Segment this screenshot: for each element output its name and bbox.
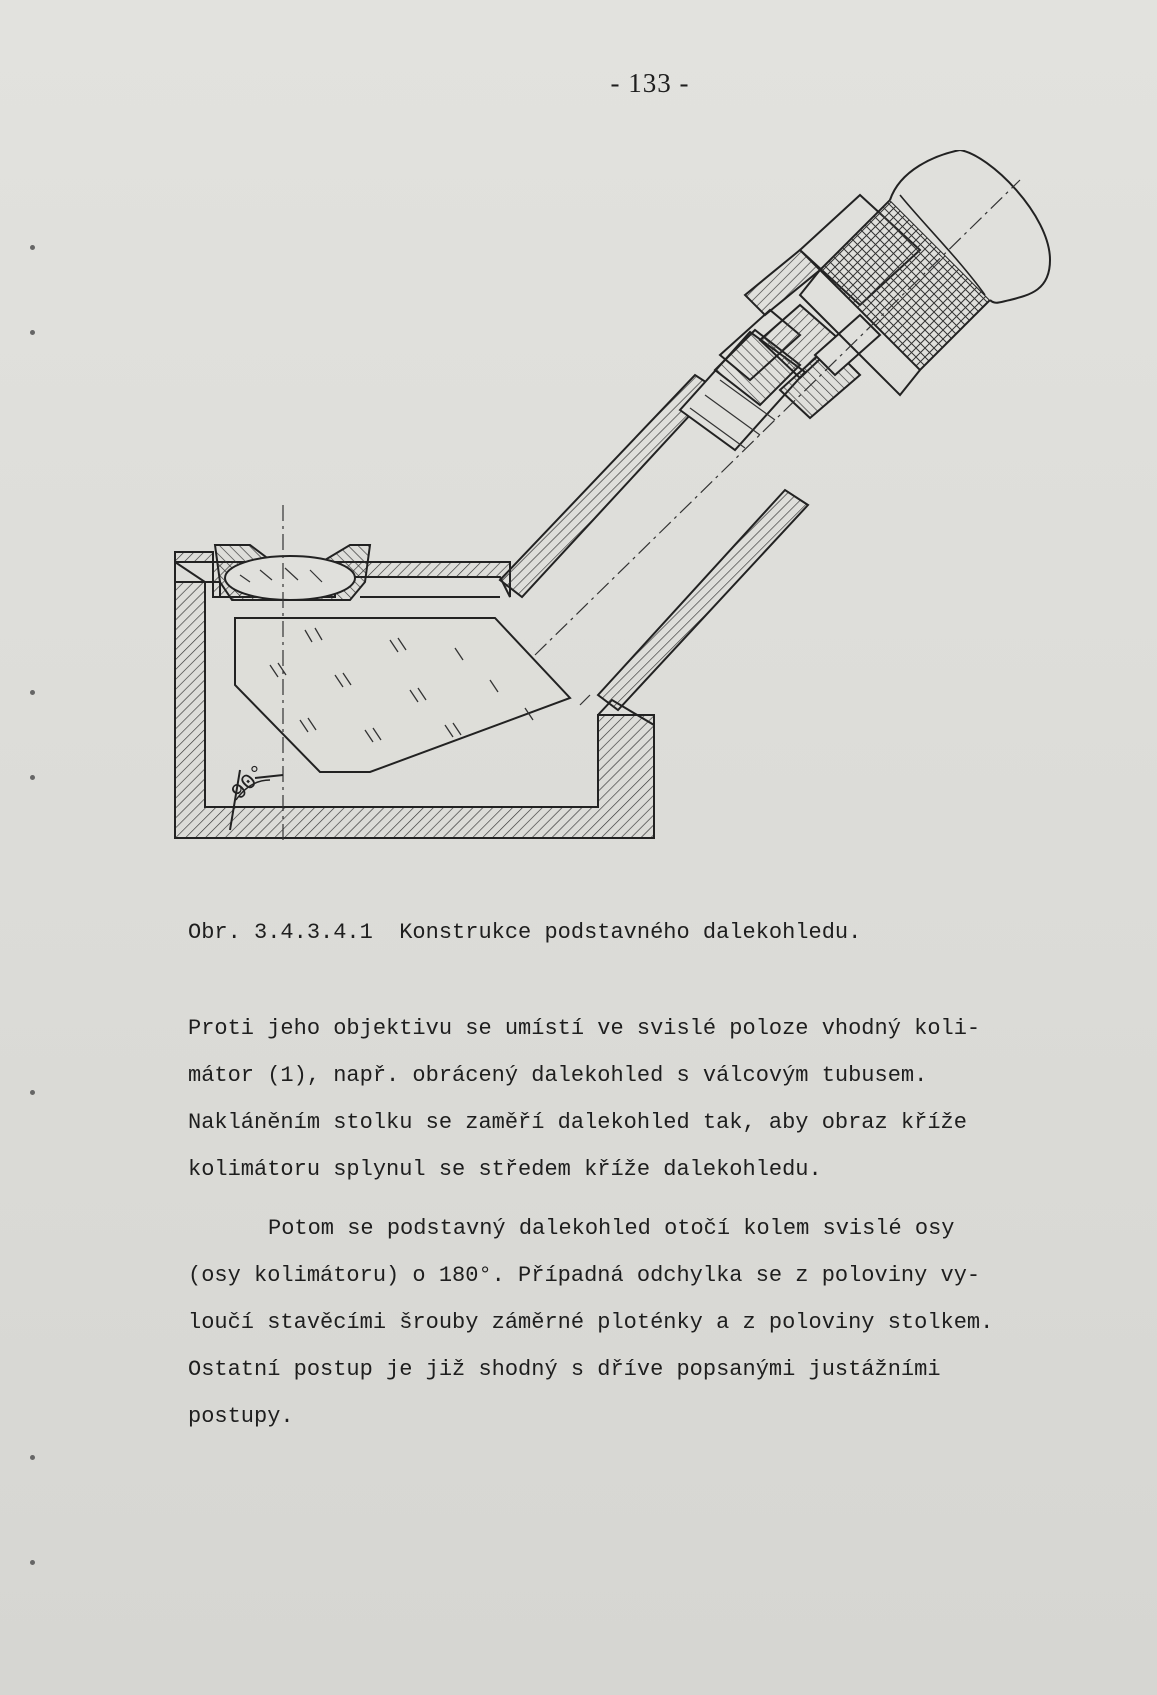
text-line: loučí stavěcími šrouby záměrné ploténky a z poloviny stolkem.	[188, 1310, 994, 1335]
page-number: - 133 -	[610, 68, 690, 98]
text-line: postupy.	[188, 1404, 294, 1429]
angle-label: 90°	[226, 759, 273, 806]
text-line: kolimátoru splynul se středem kříže dalekohledu.	[188, 1157, 822, 1182]
text-line: Nakláněním stolku se zaměří dalekohled tak, aby obraz kříže	[188, 1110, 967, 1135]
binder-hole-mark	[30, 1455, 35, 1460]
binder-hole-mark	[30, 245, 35, 250]
binder-hole-mark	[30, 690, 35, 695]
text-line: mátor (1), např. obrácený dalekohled s válcovým tubusem.	[188, 1063, 928, 1088]
binder-hole-mark	[30, 1090, 35, 1095]
prism	[235, 618, 570, 772]
objective-lens	[215, 545, 370, 600]
telescope-drawing	[160, 150, 1150, 910]
telescope-cross-section-svg	[160, 150, 1150, 910]
paragraph-collimator	[188, 1005, 980, 1193]
text-line: Proti jeho objektivu se umístí ve svislé poloze vhodný koli-	[188, 1016, 981, 1041]
text-line: (osy kolimátoru) o 180°. Případná odchylka se z poloviny vy-	[188, 1263, 981, 1288]
binder-hole-mark	[30, 775, 35, 780]
text-line: Potom se podstavný dalekohled otočí kolem svislé osy	[268, 1216, 955, 1241]
text-line: Ostatní postup je již shodný s dříve popsanými justážními	[188, 1357, 941, 1382]
binder-hole-mark	[30, 330, 35, 335]
binder-hole-mark	[30, 1560, 35, 1565]
figure-caption: Obr. 3.4.3.4.1 Konstrukce podstavného dalekohledu.	[188, 920, 862, 945]
paragraph-rotation	[188, 1205, 993, 1440]
